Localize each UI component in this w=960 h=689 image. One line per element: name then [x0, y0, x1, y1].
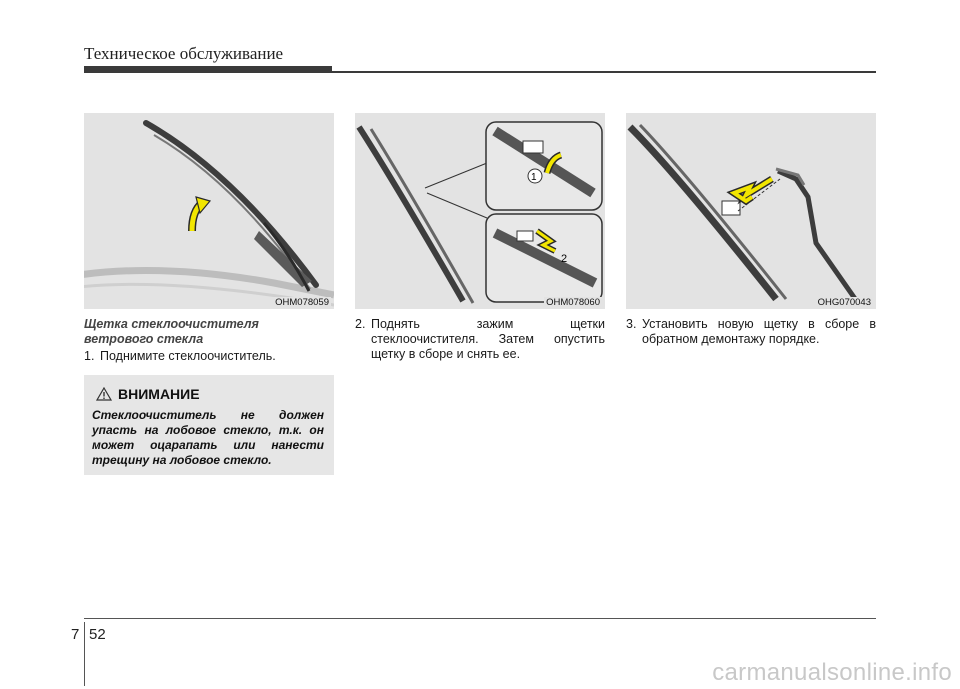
warning-box [84, 375, 334, 475]
illustration-lift-wiper [84, 113, 334, 309]
step-2 [355, 317, 605, 362]
step-text: Установить новую щетку в сборе в обратном демонтажу порядке. [642, 317, 876, 346]
figure-lift-wiper [84, 113, 334, 309]
footer-divider [84, 622, 85, 686]
caption-line-2: ветрового стекла [84, 332, 204, 346]
page-number: 52 [89, 626, 106, 643]
arrow-icon [192, 197, 210, 231]
header-title: Техническое обслуживание [84, 44, 284, 63]
figure-remove-blade [355, 113, 605, 309]
step-number: 2. [355, 317, 366, 331]
footer-line [84, 618, 876, 619]
step-number: 1. [84, 349, 95, 363]
figure-label-1: 1 [531, 172, 537, 183]
section-caption [84, 317, 334, 347]
warning-triangle-icon [96, 387, 112, 401]
warning-text: Стеклоочиститель не должен упасть на лобовое стекло, т.к. он может оцарапать или нанести трещину на лобовое стекло. [92, 408, 324, 467]
warning-header [96, 386, 200, 402]
step-number: 3. [626, 317, 637, 331]
figure-code: OHG070043 [817, 297, 871, 308]
illustration-remove-blade [355, 113, 605, 309]
caption-line-1: Щетка стеклоочистителя [84, 317, 259, 331]
step-1 [84, 349, 334, 364]
figure-code: OHM078059 [275, 297, 329, 308]
figure-label-2: 2 [561, 253, 568, 265]
figure-install-blade [626, 113, 876, 309]
step-text: Поднимите стеклоочиститель. [100, 349, 276, 363]
illustration-install-blade [626, 113, 876, 309]
page-chapter: 7 [71, 626, 80, 643]
figure-code: OHM078060 [546, 297, 600, 308]
step-text: Поднять зажим щетки стеклоочистителя. Затем опустить щетку в сборе и снять ее. [371, 317, 605, 361]
watermark: carmanualsonline.info [712, 659, 952, 686]
header-bar-thin [84, 71, 876, 73]
step-3 [626, 317, 876, 347]
warning-title: ВНИМАНИЕ [118, 386, 200, 402]
